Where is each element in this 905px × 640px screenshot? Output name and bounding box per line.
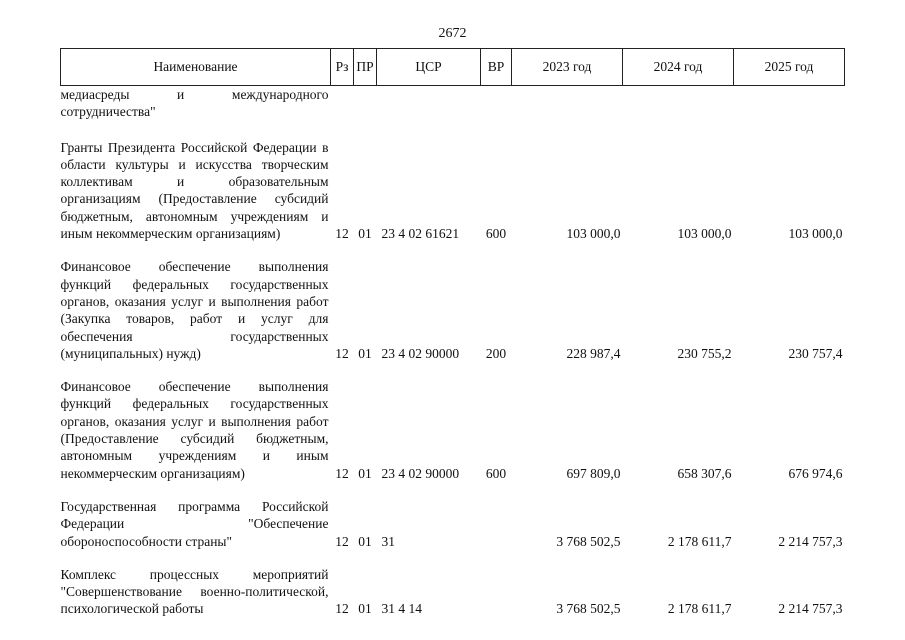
table-header [61,49,845,86]
table-row [61,139,845,243]
row-csr: 23 4 02 61621 [381,226,460,242]
row-pr: 01 [358,345,372,361]
row-value-2024: 658 307,6 [677,465,732,481]
row-spacer [61,242,845,258]
row-vr [481,86,512,121]
row-value-2024: 230 755,2 [677,345,732,361]
table-row [61,378,845,482]
table-row [61,86,845,121]
row-csr [377,86,481,121]
row-rz: 12 [335,465,349,481]
row-value-2023: 3 768 502,5 [556,601,621,617]
row-name: Государственная программа Российской Федерации "Обеспечение обороноспособности страны" [60,498,329,549]
column-header-rz: Рз [331,49,354,86]
row-spacer [61,550,845,566]
row-spacer-cell [61,362,845,378]
row-vr [481,498,512,550]
row-value-2025: 103 000,0 [788,226,843,242]
budget-table [60,48,845,618]
row-value-2024 [623,86,734,121]
row-rz [331,86,354,121]
row-pr: 01 [358,601,372,617]
page-number: 2672 [438,26,467,41]
row-pr [354,86,377,121]
row-spacer-cell [61,550,845,566]
row-value-2023 [512,86,623,121]
row-name: Финансовое обеспечение выполнения функций федеральных государственных органов, оказания услуг и выполнения работ (Предоставление субсидий бюджетным, автономным учреждениям и иным некоммерческим организациям) [60,379,329,481]
column-header-csr: ЦСР [377,49,481,86]
row-spacer-cell [61,121,845,139]
column-header-2025: 2025 год [734,49,845,86]
row-csr: 31 [381,533,395,549]
row-rz: 12 [335,601,349,617]
row-value-2024: 2 178 611,7 [667,601,732,617]
row-spacer-cell [61,242,845,258]
table-row [61,566,845,618]
row-name: Финансовое обеспечение выполнения функций федеральных государственных органов, оказания услуг и выполнения работ (Закупка товаров, работ и услуг для обеспечения государственных (муниципальных) нужд) [60,259,329,361]
row-csr: 23 4 02 90000 [381,465,460,481]
row-value-2024: 103 000,0 [677,226,732,242]
column-header-pr: ПР [354,49,377,86]
row-value-2024: 2 178 611,7 [667,533,732,549]
row-vr: 600 [485,465,507,481]
row-value-2023: 103 000,0 [566,226,621,242]
table-row [61,498,845,550]
row-spacer [61,482,845,498]
row-rz: 12 [335,533,349,549]
row-name: Комплекс процессных мероприятий "Совершенствование военно-политической, психологической работы [60,566,329,617]
row-value-2023: 228 987,4 [566,345,621,361]
row-pr: 01 [358,465,372,481]
row-value-2025: 230 757,4 [788,345,843,361]
row-pr: 01 [358,533,372,549]
column-header-2024: 2024 год [623,49,734,86]
row-value-2025: 2 214 757,3 [778,601,843,617]
column-header-name: Наименование [61,49,331,86]
row-vr [481,566,512,618]
row-name: медиасреды и международного сотрудничества" [60,87,329,120]
row-value-2025: 676 974,6 [788,465,843,481]
row-value-2023: 697 809,0 [566,465,621,481]
row-vr: 600 [485,226,507,242]
row-value-2025: 2 214 757,3 [778,533,843,549]
row-csr: 23 4 02 90000 [381,345,460,361]
row-rz: 12 [335,226,349,242]
row-value-2025 [734,86,845,121]
row-spacer [61,362,845,378]
table-row [61,258,845,362]
row-name: Гранты Президента Российской Федерации в области культуры и искусства творческим коллективам и образовательным организациям (Предоставление субсидий бюджетным, автономным учреждениям и иным некоммерческим организациям) [60,139,329,242]
row-rz: 12 [335,345,349,361]
row-spacer-cell [61,482,845,498]
row-value-2023: 3 768 502,5 [556,533,621,549]
row-pr: 01 [358,226,372,242]
row-vr: 200 [485,345,507,361]
row-csr: 31 4 14 [381,601,422,617]
column-header-vr: ВР [481,49,512,86]
row-spacer [61,121,845,139]
column-header-2023: 2023 год [512,49,623,86]
